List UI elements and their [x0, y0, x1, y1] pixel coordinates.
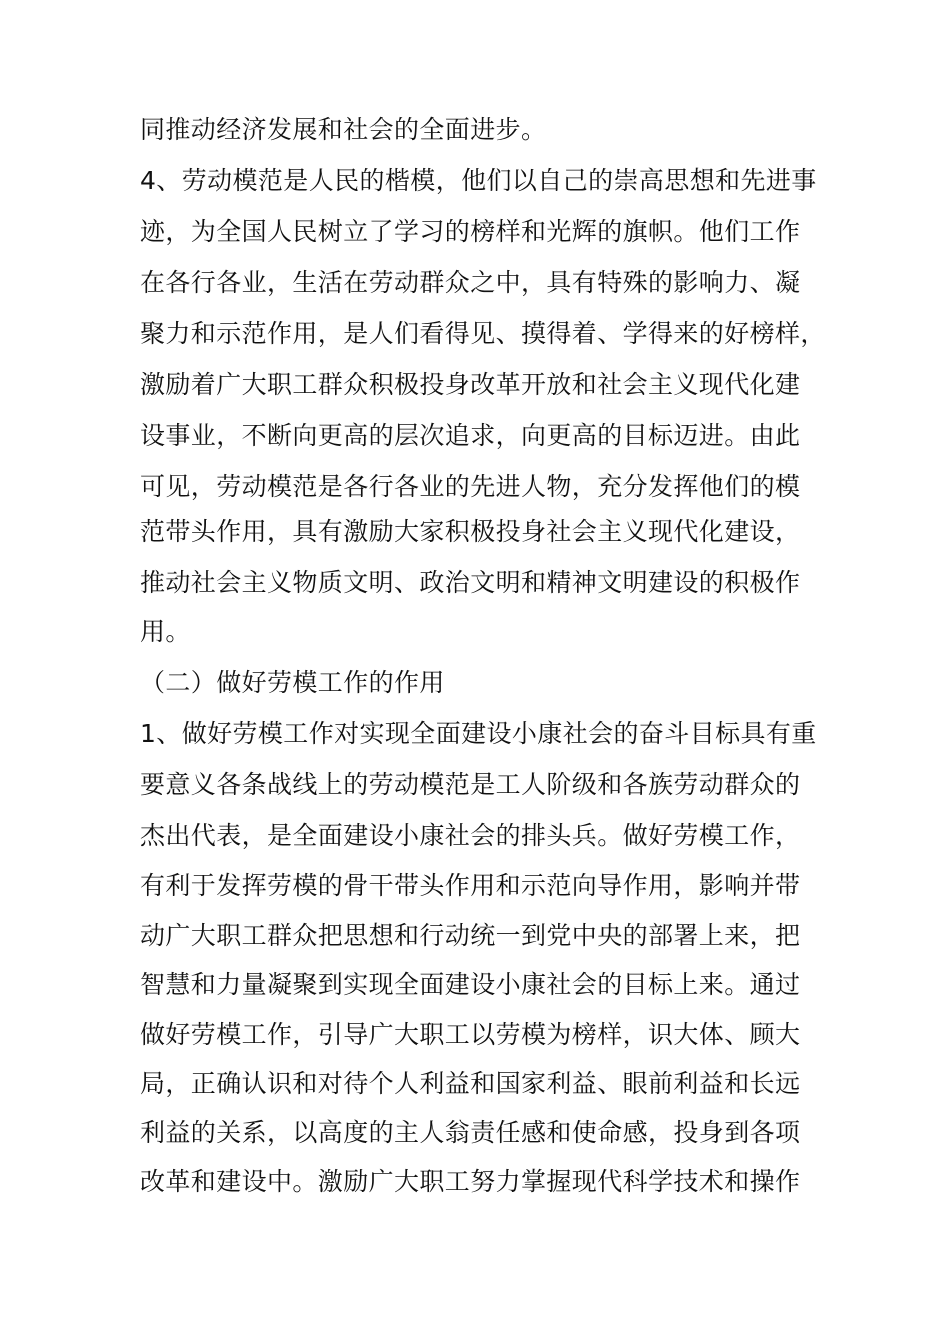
text-line: 动广大职工群众把思想和行动统一到党中央的部署上来，把 — [140, 921, 801, 950]
text-line: 在各行各业，生活在劳动群众之中，具有特殊的影响力、凝 — [140, 268, 801, 297]
text-line: 聚力和示范作用，是人们看得见、摸得着、学得来的好榜样， — [140, 319, 826, 348]
text-line: 4、劳动模范是人民的楷模，他们以自己的崇高思想和先进事 — [140, 166, 817, 195]
text-line: 有利于发挥劳模的骨干带头作用和示范向导作用，影响并带 — [140, 871, 801, 900]
section-heading: （二）做好劳模工作的作用 — [140, 668, 445, 697]
text-line: 同推动经济发展和社会的全面进步。 — [140, 115, 547, 144]
text-line: 推动社会主义物质文明、政治文明和精神文明建设的积极作 — [140, 568, 801, 597]
text-line: 杰出代表，是全面建设小康社会的排头兵。做好劳模工作， — [140, 821, 801, 850]
text-line: 利益的关系，以高度的主人翁责任感和使命感，投身到各项 — [140, 1118, 801, 1147]
text-line: 要意义各条战线上的劳动模范是工人阶级和各族劳动群众的 — [140, 770, 801, 799]
text-line: 局，正确认识和对待个人利益和国家利益、眼前利益和长远 — [140, 1069, 801, 1098]
text-line: 可见，劳动模范是各行各业的先进人物，充分发挥他们的模 — [140, 472, 801, 501]
text-line: 智慧和力量凝聚到实现全面建设小康社会的目标上来。通过 — [140, 970, 801, 999]
text-line: 做好劳模工作，引导广大职工以劳模为榜样，识大体、顾大 — [140, 1020, 801, 1049]
text-line: 激励着广大职工群众积极投身改革开放和社会主义现代化建 — [140, 370, 801, 399]
text-line: 范带头作用，具有激励大家积极投身社会主义现代化建设， — [140, 517, 801, 546]
text-line: 1、做好劳模工作对实现全面建设小康社会的奋斗目标具有重 — [140, 719, 817, 748]
text-line: 设事业，不断向更高的层次追求，向更高的目标迈进。由此 — [140, 421, 801, 450]
text-line: 用。 — [140, 617, 191, 646]
text-line: 迹，为全国人民树立了学习的榜样和光辉的旗帜。他们工作 — [140, 217, 801, 246]
text-line: 改革和建设中。激励广大职工努力掌握现代科学技术和操作 — [140, 1167, 801, 1196]
